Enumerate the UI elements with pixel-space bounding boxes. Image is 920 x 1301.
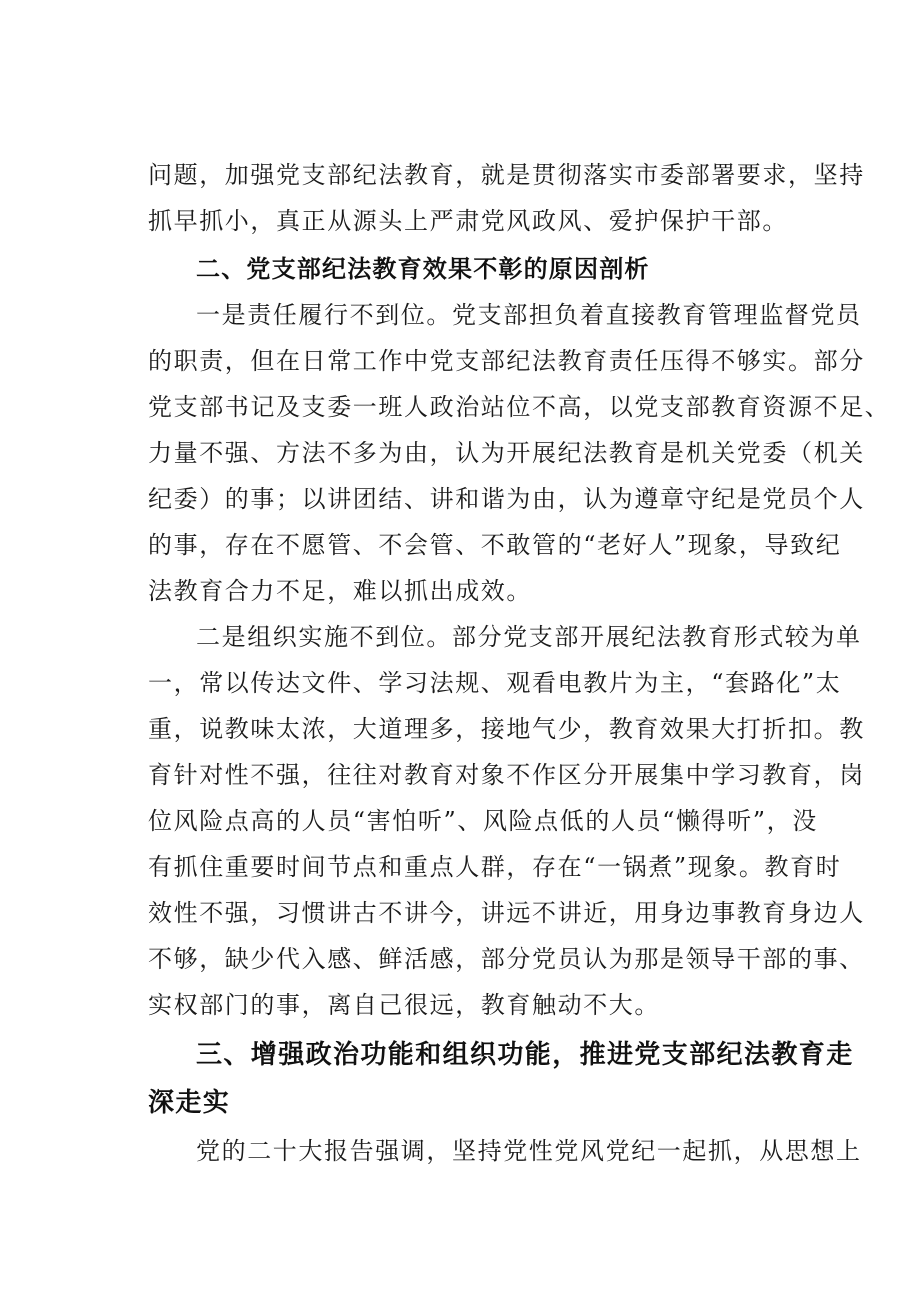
body-text-line: 不够，缺少代入感、鲜活感，部分党员认为那是领导干部的事、	[148, 945, 865, 973]
body-text-line: 一，常以传达文件、学习法规、观看电教片为主，“套路化”太	[148, 669, 842, 697]
section-heading-2: 二、党支部纪法教育效果不彰的原因剖析	[196, 255, 650, 283]
body-text-line: 重，说教味太浓，大道理多，接地气少，教育效果大打折扣。教	[148, 715, 865, 743]
body-text-line: 实权部门的事，离自己很远，教育触动不大。	[148, 991, 660, 1019]
body-text-line: 位风险点高的人员“害怕听”、风险点低的人员“懒得听”，没	[148, 807, 818, 835]
body-text-line: 党的二十大报告强调，坚持党性党风党纪一起抓，从思想上	[196, 1137, 862, 1165]
body-text-line: 力量不强、方法不多为由，认为开展纪法教育是机关党委（机关	[148, 439, 865, 467]
body-text-line: 有抓住重要时间节点和重点人群，存在“一锅煮”现象。教育时	[148, 853, 842, 881]
body-text-line: 的职责，但在日常工作中党支部纪法教育责任压得不够实。部分	[148, 347, 865, 375]
body-text-line: 纪委）的事；以讲团结、讲和谐为由，认为遵章守纪是党员个人	[148, 485, 865, 513]
body-text-line: 党支部书记及支委一班人政治站位不高，以党支部教育资源不足、	[148, 393, 891, 421]
body-text-line: 问题，加强党支部纪法教育，就是贯彻落实市委部署要求，坚持	[148, 161, 865, 189]
body-text-line: 法教育合力不足，难以抓出成效。	[148, 577, 532, 605]
body-text-line: 育针对性不强，往往对教育对象不作区分开展集中学习教育，岗	[148, 761, 865, 789]
body-text-line: 抓早抓小，真正从源头上严肃党风政风、爱护保护干部。	[148, 207, 788, 235]
body-text-line: 一是责任履行不到位。党支部担负着直接教育管理监督党员	[196, 301, 862, 329]
body-text-line: 二是组织实施不到位。部分党支部开展纪法教育形式较为单	[196, 623, 862, 651]
section-heading-3-continued: 深走实	[148, 1088, 231, 1118]
section-heading-3: 三、增强政治功能和组织功能，推进党支部纪法教育走	[196, 1040, 854, 1070]
body-text-line: 效性不强，习惯讲古不讲今，讲远不讲近，用身边事教育身边人	[148, 899, 865, 927]
body-text-line: 的事，存在不愿管、不会管、不敢管的“老好人”现象，导致纪	[148, 531, 842, 559]
